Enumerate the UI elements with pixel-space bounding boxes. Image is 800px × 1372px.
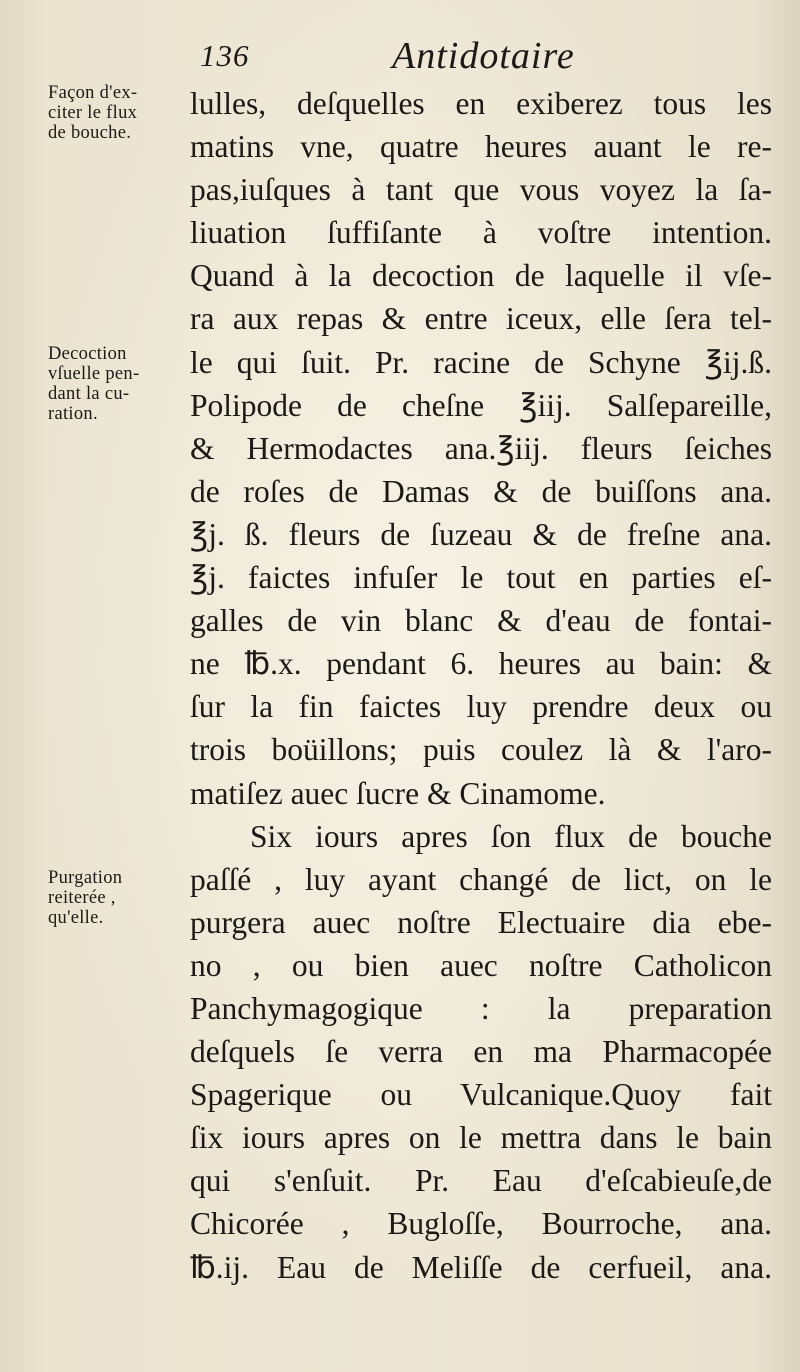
text-line: matins vne, quatre heures auant le re-: [190, 129, 772, 165]
text-line: Polipode de cheſne ℥iij. Salſepareille,: [190, 387, 772, 423]
text-line: ℥j. ß. fleurs de ſuzeau & de freſne ana.: [190, 516, 772, 552]
margin-note-line: ration.: [48, 404, 98, 424]
margin-note-line: reiterée ,: [48, 888, 116, 908]
margin-note-line: Façon d'ex-: [48, 83, 138, 103]
text-line: no , ou bien auec noſtre Catholicon: [190, 947, 772, 983]
text-line: paſſé , luy ayant changé de lict, on le: [190, 861, 772, 897]
text-line: ra aux repas & entre iceux, elle ſera tel-: [190, 301, 772, 337]
text-line: galles de vin blanc & d'eau de fontai-: [190, 603, 772, 639]
page-number: 136: [200, 38, 250, 73]
text-line: qui s'enſuit. Pr. Eau d'eſcabieuſe,de: [190, 1163, 772, 1199]
margin-note-purgation: [48, 868, 190, 928]
text-line: matiſez auec ſucre & Cinamome.: [190, 775, 606, 811]
running-title: Antidotaire: [392, 35, 575, 77]
body-text: [190, 82, 772, 1289]
margin-note-line: qu'elle.: [48, 908, 104, 928]
text-line: Spagerique ou Vulcanique.Quoy fait: [190, 1077, 772, 1113]
text-line: deſquels ſe verra en ma Pharmacopée: [190, 1034, 772, 1070]
margin-note-flux-de-bouche: [48, 83, 190, 143]
text-line: ne ℔.x. pendant 6. heures au bain: &: [190, 646, 772, 682]
text-line: & Hermodactes ana.℥iij. fleurs ſeiches: [190, 430, 772, 466]
text-line: trois boüillons; puis coulez là & l'aro-: [190, 732, 772, 768]
text-line: de roſes de Damas & de buiſſons ana.: [190, 473, 772, 509]
margin-note-line: Purgation: [48, 868, 123, 888]
text-line: liuation ſuffiſante à voſtre intention.: [190, 215, 772, 251]
text-line: purgera auec noſtre Electuaire dia ebe-: [190, 904, 772, 940]
margin-note-decoction: [48, 344, 190, 424]
text-line: ſur la fin faictes luy prendre deux ou: [190, 689, 772, 725]
text-line: Chicorée , Bugloſſe, Bourroche, ana.: [190, 1206, 772, 1242]
text-line: le qui ſuit. Pr. racine de Schyne ℥ij.ß.: [190, 344, 772, 380]
text-line: pas,iuſques à tant que vous voyez la ſa-: [190, 172, 772, 208]
text-line: Panchymagogique : la preparation: [190, 990, 772, 1026]
text-line: lulles, deſquelles en exiberez tous les: [190, 86, 772, 121]
margin-note-line: citer le flux: [48, 103, 138, 123]
margin-note-line: dant la cu-: [48, 384, 130, 404]
running-head: [200, 30, 720, 80]
text-line: ſix iours apres on le mettra dans le bain: [190, 1120, 772, 1156]
text-line: ℔.ij. Eau de Meliſſe de cerfueil, ana.: [190, 1249, 772, 1285]
text-line: ℥j. faictes infuſer le tout en parties eſ-: [190, 560, 772, 596]
text-line: Six iours apres ſon flux de bouche: [250, 818, 772, 854]
margin-note-line: vſuelle pen-: [48, 364, 140, 384]
margin-note-line: Decoction: [48, 344, 127, 364]
text-line: Quand à la decoction de laquelle il vſe-: [190, 258, 772, 294]
margin-note-line: de bouche.: [48, 123, 132, 143]
